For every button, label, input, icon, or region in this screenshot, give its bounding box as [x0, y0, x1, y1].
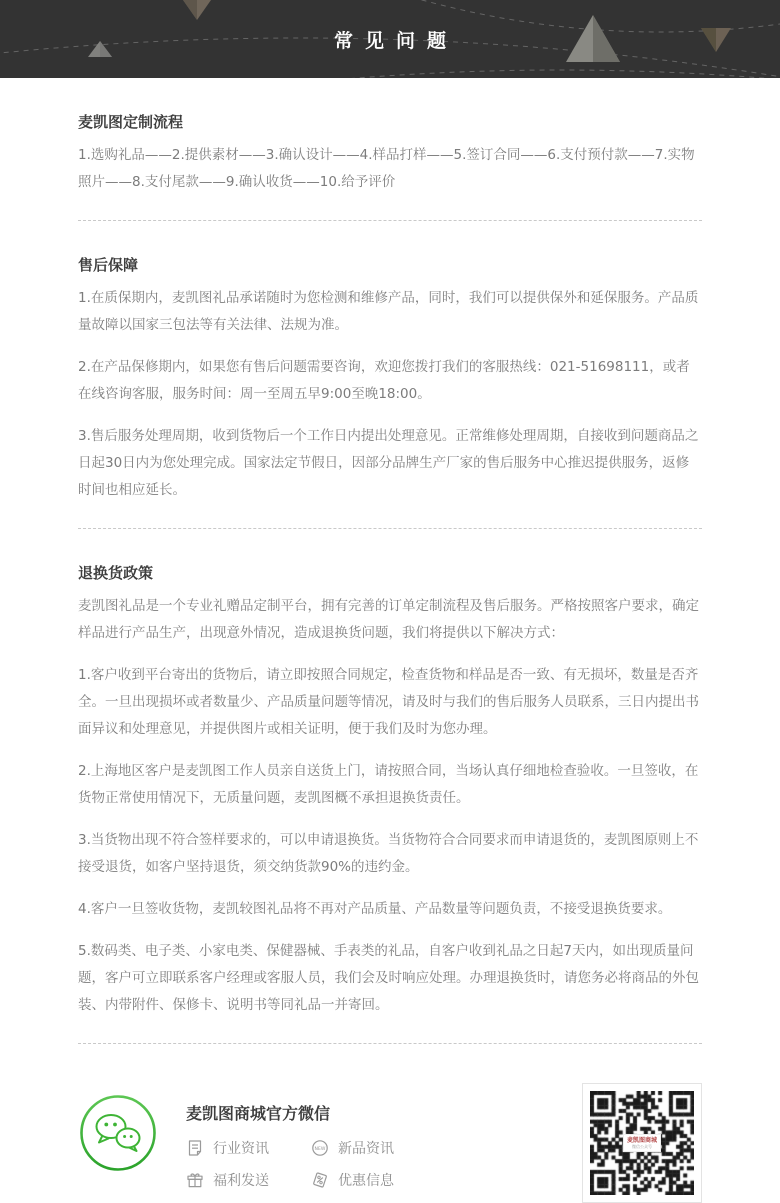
feature-new-products [311, 1138, 436, 1158]
content [0, 111, 780, 1044]
section-returns [78, 562, 702, 1019]
paragraph: 2.在产品保修期内，如果您有售后问题需要咨询，欢迎您拨打我们的客服热线：021-51698111，或者在线咨询客服，服务时间：周一至周五早9:00至晚18:00。 [78, 359, 690, 402]
wechat-title: 麦凯图商城官方微信 [186, 1104, 331, 1123]
paragraph: 5.数码类、电子类、小家电类、保健器械、手表类的礼品，自客户收到礼品之日起7天内，如出现质量问题，客户可立即联系客户经理或客服人员，我们会及时响应处理。办理退换货时，请您务必将商品的外包装、内带附件、保修卡、说明书等同礼品一并寄回。 [78, 943, 699, 1013]
wechat-qr-code [582, 1083, 702, 1203]
wechat-info [186, 1093, 436, 1190]
page-title: 常见问题 [333, 29, 458, 52]
paragraph: 2.上海地区客户是麦凯图工作人员亲自送货上门，请按照合同，当场认真仔细地检查验收。一旦签收，在货物正常使用情况下，无质量问题，麦凯图概不承担退换货责任。 [78, 763, 699, 806]
svg-text:NEW: NEW [314, 1147, 326, 1152]
wechat-feature-grid [186, 1138, 436, 1190]
section-heading: 售后保障 [78, 256, 139, 274]
feature-label: 新品资讯 [338, 1141, 394, 1157]
dashed-divider [78, 1043, 702, 1044]
page-header [0, 0, 780, 78]
feature-label: 行业资讯 [213, 1141, 269, 1157]
dashed-divider [78, 220, 702, 221]
paragraph: 1.客户收到平台寄出的货物后，请立即按照合同规定，检查货物和样品是否一致、有无损坏，数量是否齐全。一旦出现损坏或者数量少、产品质量问题等情况，请及时与我们的售后服务人员联系，三日内提出书面异议和处理意见，并提供图片或相关证明，便于我们及时为您办理。 [78, 667, 699, 737]
paragraph: 麦凯图礼品是一个专业礼赠品定制平台，拥有完善的订单定制流程及售后服务。严格按照客户要求，确定样品进行产品生产，出现意外情况，造成退换货问题，我们将提供以下解决方式： [78, 598, 699, 641]
feature-label: 优惠信息 [338, 1173, 394, 1189]
feature-discounts [311, 1170, 436, 1190]
new-circle-icon [311, 1139, 329, 1157]
wechat-icon [78, 1093, 158, 1173]
section-process [78, 111, 702, 196]
coupon-icon [311, 1171, 329, 1189]
section-heading: 退换货政策 [78, 564, 154, 582]
news-doc-icon [186, 1139, 204, 1157]
paragraph: 3.当货物出现不符合签样要求的，可以申请退换货。当货物符合合同要求而申请退货的，麦凯图原则上不接受退货，如客户坚持退货，须交纳货款90%的违约金。 [78, 832, 699, 875]
section-aftersales [78, 254, 702, 504]
section-heading: 麦凯图定制流程 [78, 113, 184, 131]
paragraph: 1.在质保期内，麦凯图礼品承诺随时为您检测和维修产品，同时，我们可以提供保外和延保服务。产品质量故障以国家三包法等有关法律、法规为准。 [78, 290, 699, 333]
process-steps: 1.选购礼品——2.提供素材——3.确认设计——4.样品打样——5.签订合同——6.支付预付款——7.实物照片——8.支付尾款——9.确认收货——10.给予评价 [78, 147, 695, 190]
gift-icon [186, 1171, 204, 1189]
dashed-divider [78, 528, 702, 529]
feature-label: 福利发送 [213, 1173, 269, 1189]
feature-industry-news [186, 1138, 311, 1158]
footer [0, 1083, 780, 1203]
feature-benefits [186, 1170, 311, 1190]
paragraph: 4.客户一旦签收货物，麦凯较图礼品将不再对产品质量、产品数量等问题负责，不接受退换货要求。 [78, 901, 672, 917]
qr-center-label: 麦凯图商城 微信公众号 [623, 1134, 661, 1152]
paragraph: 3.售后服务处理周期，收到货物后一个工作日内提出处理意见。正常维修处理周期，自接收到问题商品之日起30日内为您处理完成。国家法定节假日，因部分品牌生产厂家的售后服务中心推迟提供服务，返修时间也相应延长。 [78, 428, 699, 498]
